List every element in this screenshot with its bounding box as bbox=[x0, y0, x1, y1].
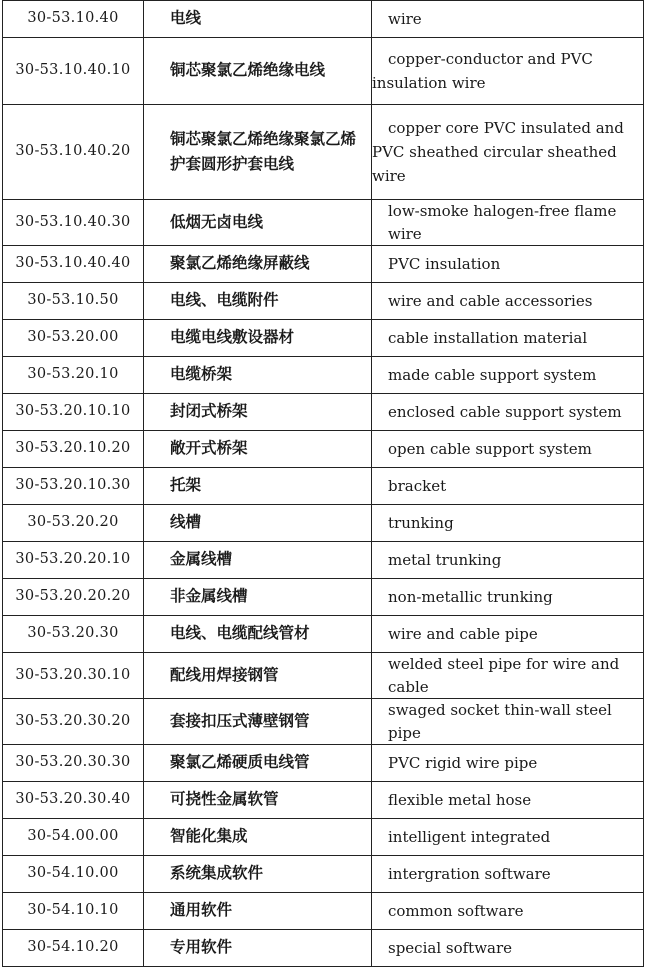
code-cell: 30-53.20.20.10 bbox=[3, 542, 144, 579]
code-cell: 30-53.20.10.10 bbox=[3, 394, 144, 431]
code-cell: 30-53.20.10 bbox=[3, 357, 144, 394]
english-term-cell: copper core PVC insulated and PVC sheathed circular sheathed wire bbox=[372, 105, 644, 200]
chinese-term-cell: 铜芯聚氯乙烯绝缘电线 bbox=[144, 38, 372, 105]
chinese-term-cell: 铜芯聚氯乙烯绝缘聚氯乙烯护套圆形护套电线 bbox=[144, 105, 372, 200]
english-term-cell: intelligent integrated bbox=[372, 819, 644, 856]
table-row bbox=[3, 200, 644, 246]
table-row bbox=[3, 1, 644, 38]
table-row bbox=[3, 505, 644, 542]
table-row bbox=[3, 782, 644, 819]
chinese-term-cell: 封闭式桥架 bbox=[144, 394, 372, 431]
table-row bbox=[3, 246, 644, 283]
chinese-term-cell: 电线、电缆附件 bbox=[144, 283, 372, 320]
table-row bbox=[3, 394, 644, 431]
code-cell: 30-54.10.00 bbox=[3, 856, 144, 893]
code-cell: 30-54.00.00 bbox=[3, 819, 144, 856]
table-row bbox=[3, 819, 644, 856]
chinese-term-cell: 配线用焊接钢管 bbox=[144, 653, 372, 699]
code-cell: 30-53.10.40.20 bbox=[3, 105, 144, 200]
code-cell: 30-53.20.00 bbox=[3, 320, 144, 357]
english-term-cell: intergration software bbox=[372, 856, 644, 893]
chinese-term-cell: 低烟无卤电线 bbox=[144, 200, 372, 246]
english-term-cell: trunking bbox=[372, 505, 644, 542]
table-row bbox=[3, 893, 644, 930]
chinese-term-cell: 套接扣压式薄壁钢管 bbox=[144, 699, 372, 745]
english-term-cell: non-metallic trunking bbox=[372, 579, 644, 616]
table-row bbox=[3, 38, 644, 105]
chinese-term-cell: 可挠性金属软管 bbox=[144, 782, 372, 819]
english-term-cell: enclosed cable support system bbox=[372, 394, 644, 431]
english-term-cell: cable installation material bbox=[372, 320, 644, 357]
table-row bbox=[3, 357, 644, 394]
english-term-cell: wire and cable accessories bbox=[372, 283, 644, 320]
chinese-term-cell: 聚氯乙烯绝缘屏蔽线 bbox=[144, 246, 372, 283]
english-term-cell: metal trunking bbox=[372, 542, 644, 579]
english-term-cell: flexible metal hose bbox=[372, 782, 644, 819]
code-cell: 30-53.20.30.40 bbox=[3, 782, 144, 819]
chinese-term-cell: 敞开式桥架 bbox=[144, 431, 372, 468]
chinese-term-cell: 专用软件 bbox=[144, 930, 372, 967]
table-row bbox=[3, 930, 644, 967]
chinese-term-cell: 非金属线槽 bbox=[144, 579, 372, 616]
code-cell: 30-53.20.30.30 bbox=[3, 745, 144, 782]
table-row bbox=[3, 320, 644, 357]
chinese-term-cell: 电缆电线敷设器材 bbox=[144, 320, 372, 357]
code-cell: 30-53.20.10.30 bbox=[3, 468, 144, 505]
english-term-cell: made cable support system bbox=[372, 357, 644, 394]
code-cell: 30-54.10.20 bbox=[3, 930, 144, 967]
table-row bbox=[3, 616, 644, 653]
chinese-term-cell: 电线、电缆配线管材 bbox=[144, 616, 372, 653]
code-cell: 30-53.20.20.20 bbox=[3, 579, 144, 616]
chinese-term-cell: 智能化集成 bbox=[144, 819, 372, 856]
chinese-term-cell: 系统集成软件 bbox=[144, 856, 372, 893]
code-cell: 30-53.10.40.30 bbox=[3, 200, 144, 246]
english-term-cell: low-smoke halogen-free flame wire bbox=[372, 200, 644, 246]
table-row bbox=[3, 856, 644, 893]
table-row bbox=[3, 653, 644, 699]
code-cell: 30-53.20.10.20 bbox=[3, 431, 144, 468]
code-cell: 30-53.20.30 bbox=[3, 616, 144, 653]
english-term-cell: swaged socket thin-wall steel pipe bbox=[372, 699, 644, 745]
code-cell: 30-53.20.20 bbox=[3, 505, 144, 542]
code-cell: 30-53.10.50 bbox=[3, 283, 144, 320]
english-term-cell: bracket bbox=[372, 468, 644, 505]
table-row bbox=[3, 283, 644, 320]
table-row bbox=[3, 745, 644, 782]
code-cell: 30-53.20.30.10 bbox=[3, 653, 144, 699]
table-row bbox=[3, 542, 644, 579]
chinese-term-cell: 电缆桥架 bbox=[144, 357, 372, 394]
code-cell: 30-53.10.40.40 bbox=[3, 246, 144, 283]
code-cell: 30-54.10.10 bbox=[3, 893, 144, 930]
table-row bbox=[3, 431, 644, 468]
table-row bbox=[3, 105, 644, 200]
chinese-term-cell: 聚氯乙烯硬质电线管 bbox=[144, 745, 372, 782]
chinese-term-cell: 电线 bbox=[144, 1, 372, 38]
english-term-cell: wire bbox=[372, 1, 644, 38]
code-cell: 30-53.20.30.20 bbox=[3, 699, 144, 745]
classification-table bbox=[2, 0, 644, 967]
table-row bbox=[3, 699, 644, 745]
table-row bbox=[3, 579, 644, 616]
code-cell: 30-53.10.40.10 bbox=[3, 38, 144, 105]
chinese-term-cell: 线槽 bbox=[144, 505, 372, 542]
table-row bbox=[3, 468, 644, 505]
english-term-cell: welded steel pipe for wire and cable bbox=[372, 653, 644, 699]
english-term-cell: special software bbox=[372, 930, 644, 967]
english-term-cell: copper-conductor and PVC insulation wire bbox=[372, 38, 644, 105]
chinese-term-cell: 金属线槽 bbox=[144, 542, 372, 579]
english-term-cell: wire and cable pipe bbox=[372, 616, 644, 653]
chinese-term-cell: 托架 bbox=[144, 468, 372, 505]
chinese-term-cell: 通用软件 bbox=[144, 893, 372, 930]
english-term-cell: common software bbox=[372, 893, 644, 930]
english-term-cell: PVC rigid wire pipe bbox=[372, 745, 644, 782]
english-term-cell: PVC insulation bbox=[372, 246, 644, 283]
code-cell: 30-53.10.40 bbox=[3, 1, 144, 38]
english-term-cell: open cable support system bbox=[372, 431, 644, 468]
